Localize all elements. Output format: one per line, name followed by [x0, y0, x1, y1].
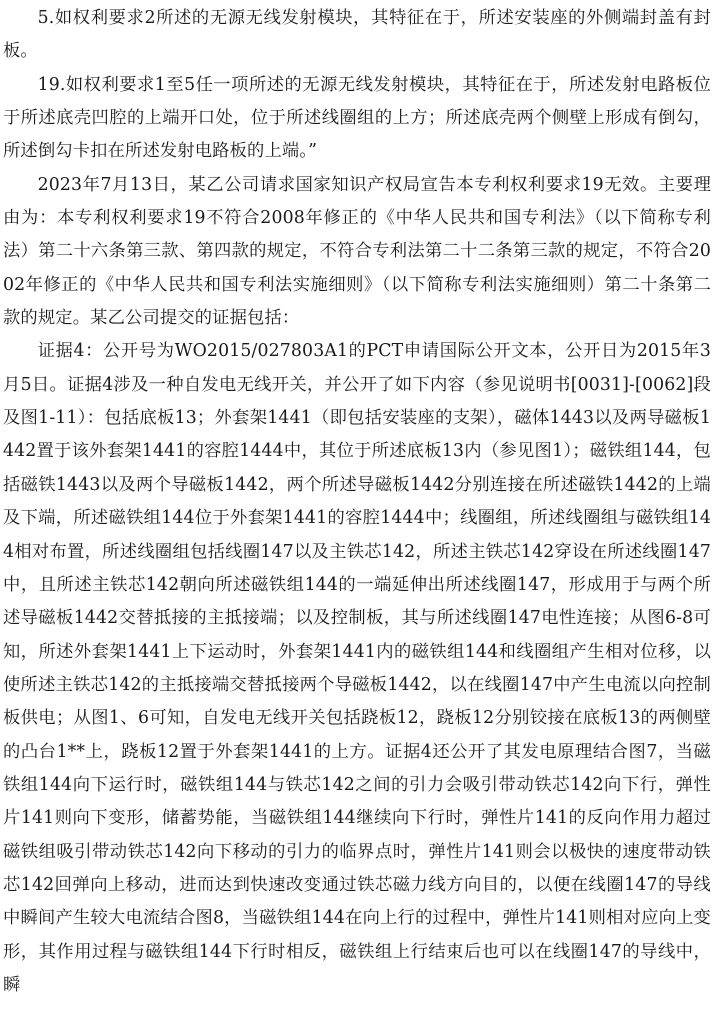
evidence-4-paragraph: 证据4：公开号为WO2015/027803A1的PCT申请国际公开文本，公开日为2015年3月5日。证据4涉及一种自发电无线开关，并公开了如下内容（参见说明书[0031]-[0062]段及图1-11）：包括底板13；外套架1441（即包括安装座的支架），磁体1443以及两导磁板1442置于该外套架1441的容腔1444中，其位于所述底板13内（参见图1）；磁铁组144，包括磁铁1443以及两个导磁板1442，两个所述导磁板1442分别连接在所述磁铁1442的上端及下端，所述磁铁组144位于外套架1441的容腔1444中；线圈组，所述线圈组与磁铁组144相对布置，所述线圈组包括线圈147以及主铁芯142，所述主铁芯142穿设在所述线圈147中，且所述主铁芯142朝向所述磁铁组144的一端延伸出所述线圈147，形成用于与两个所述导磁板1442交替抵接的主抵接端；以及控制板，其与所述线圈147电性连接；从图6-8可知，所述外套架1441上下运动时，外套架1441内的磁铁组144和线圈组产生相对位移，以使所述主铁芯142的主抵接端交替抵接两个导磁板1442，以在线圈147中产生电流以向控制板供电；从图1、6可知，自发电无线开关包括跷板12，跷板12分别铰接在底板13的两侧壁的凸台1**上，跷板12置于外套架1441的上方。证据4还公开了其发电原理结合图7，当磁铁组144向下运行时，磁铁组144与铁芯142之间的引力会吸引带动铁芯142向下行，弹性片141则向下变形，储蓄势能，当磁铁组144继续向下行时，弹性片141的反向作用力超过磁铁组吸引带动铁芯142向下移动的引力的临界点时，弹性片141则会以极快的速度带动铁芯142回弹向上移动，进而达到快速改变通过铁芯磁力线方向目的，以便在线圈147的导线中瞬间产生较大电流结合图8，当磁铁组144在向上行的过程中，弹性片141则相对应向上变形，其作用过程与磁铁组144下行时相反，磁铁组上行结束后也可以在线圈147的导线中，瞬 — [3, 341, 711, 995]
invalidation-request-paragraph: 2023年7月13日，某乙公司请求国家知识产权局宣告本专利权利要求19无效。主要理由为：本专利权利要求19不符合2008年修正的《中华人民共和国专利法》（以下简称专利法）第二十六条第三款、第四款的规定，不符合专利法第二十二条第三款的规定，不符合2002年修正的《中华人民共和国专利法实施细则》（以下简称专利法实施细则）第二十条第二款的规定。某乙公司提交的证据包括： — [3, 174, 711, 329]
claim-19-paragraph: 19.如权利要求1至5任一项所述的无源无线发射模块，其特征在于，所述发射电路板位于所述底壳凹腔的上端开口处，位于所述线圈组的上方；所述底壳两个侧壁上形成有倒勾，所述倒勾卡扣在所述发射电路板的上端。” — [3, 74, 711, 162]
document-page — [3, 2, 711, 1002]
claim-5-paragraph: 5.如权利要求2所述的无源无线发射模块，其特征在于，所述安装座的外侧端封盖有封板。 — [3, 8, 711, 62]
